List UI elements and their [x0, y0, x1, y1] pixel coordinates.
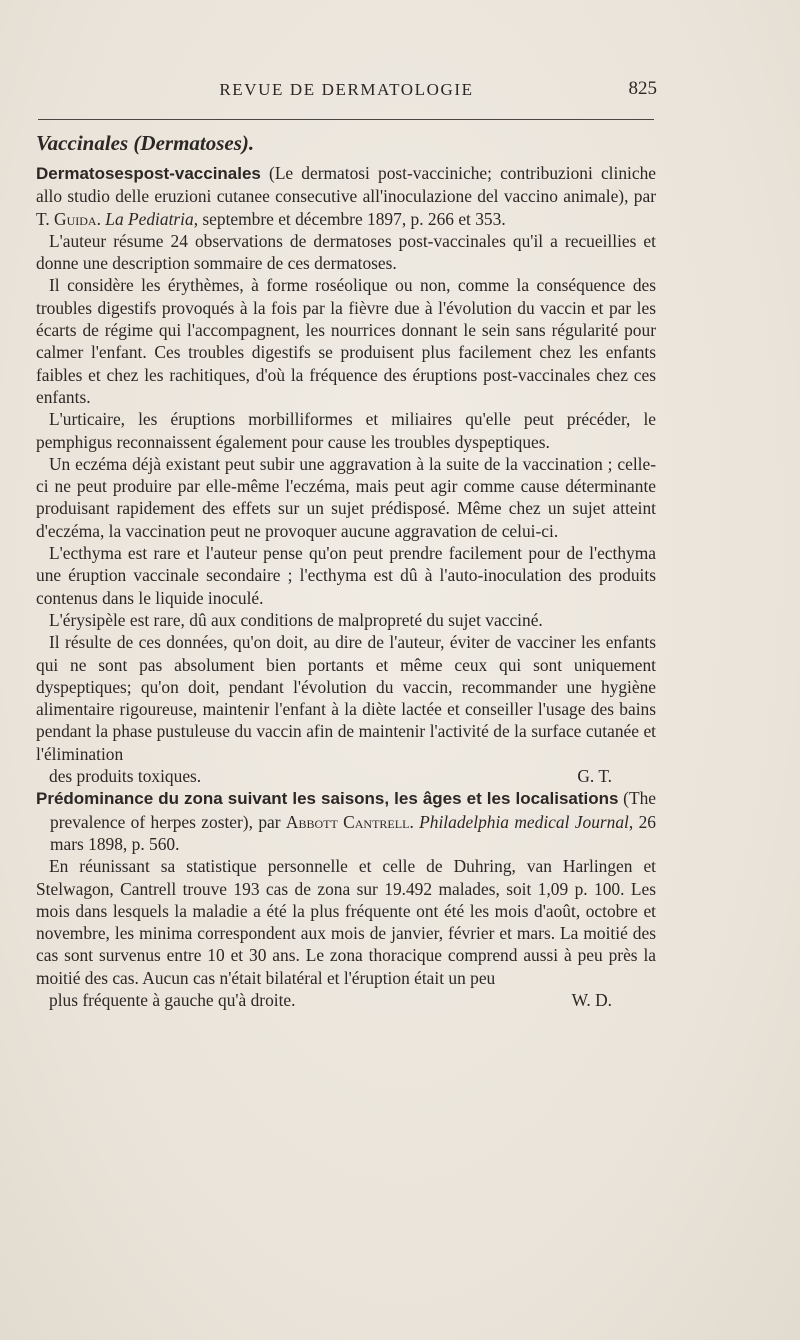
article-2-ref-text-3: , 26 mars 1898, p. 560. — [50, 811, 656, 854]
article-2-closing-line — [36, 989, 656, 1011]
article-2-signature: W. D. — [571, 989, 612, 1010]
article-1-paragraph-4: Un eczéma déjà existant peut subir une aggravation à la suite de la vaccination ; celle-ci ne peut produire par elle-même l'eczéma, mais peut agir comme cause déterminante produisant rapidement des effets sur un sujet prédisposé. Même chez un sujet atteint d'eczéma, la vaccination peut ne provoquer aucune aggravation de celui-ci. — [36, 453, 656, 541]
header-rule — [38, 119, 654, 120]
article-1-ref-text-3: , septembre et décembre 1897, p. 266 et 353. — [193, 208, 506, 229]
article-2-ref-text-2: . — [409, 811, 420, 832]
section-heading: Vaccinales (Dermatoses). — [36, 131, 255, 155]
article-1-closing-line — [36, 765, 656, 787]
page-header — [38, 80, 655, 110]
article-1-paragraph-1: L'auteur résume 24 observations de dermatoses post-vaccinales qu'il a recueillies et donne une description sommaire de ces dermatoses. — [36, 230, 656, 274]
article-1-ref-text-2: . — [96, 208, 106, 229]
article-1-title: Dermatosespost-vaccinales — [36, 164, 261, 183]
article-2-ref-text-1: (The prevalence of herpes zoster), par — [50, 788, 656, 832]
running-title: REVUE DE DERMATOLOGIE — [219, 80, 474, 99]
article-1-paragraph-6: L'érysipèle est rare, dû aux conditions de malpropreté du sujet vacciné. — [49, 609, 543, 630]
article-1-signature: G. T. — [577, 766, 612, 787]
article-1-paragraph-3: L'urticaire, les éruptions morbilliformes et miliaires qu'elle peut précéder, le pemphigus reconnaissent également pour cause les troubles dyspeptiques. — [36, 409, 656, 452]
article-2-paragraph-1-end: plus fréquente à gauche qu'à droite. — [49, 989, 296, 1010]
article-1-ref-text-1: (Le dermatosi post-vacciniche; contribuzioni cliniche allo studio delle eruzioni cutanee consecutive all'inoculazione del vaccino animale), par T. — [36, 163, 656, 229]
article-2-reference — [36, 787, 656, 855]
article-1-author: Guida — [54, 208, 97, 229]
article-2-journal: Philadelphia medical Journal — [419, 811, 629, 832]
article-1-paragraph-5: L'ecthyma est rare et l'auteur pense qu'on peut prendre facilement pour de l'ecthyma une éruption vaccinale secondaire ; l'ecthyma est dû à l'auto-inoculation des produits contenus dans le liquide inoculé. — [36, 543, 656, 608]
article-1-journal: La Pediatria — [105, 208, 194, 229]
page-body — [36, 130, 656, 1011]
article-2-title: Prédominance du zona suivant les saisons, les âges et les localisations — [36, 789, 619, 809]
article-2-paragraph-1: En réunissant sa statistique personnelle et celle de Duhring, van Harlingen et Stelwagon, Cantrell trouve 193 cas de zona sur 19.492 malades, soit 1,09 p. 100. Les mois dans lesquels la maladie a été la plus fréquente ont été les mois d'août, octobre et novembre, les minima correspondent aux mois de janvier, février et mars. La moitié des cas sont survenus entre 10 et 30 ans. Le zona thoracique comprend aussi à peu près la moitié des cas. Aucun cas n'était bilatéral et l'éruption était un peu — [36, 856, 656, 988]
article-2-author: Abbott Cantrell — [285, 811, 410, 832]
page-number: 825 — [628, 78, 657, 99]
article-1-paragraph-7-end: des produits toxiques. — [49, 766, 202, 787]
article-1-reference — [36, 162, 656, 230]
article-1-paragraph-7: Il résulte de ces données, qu'on doit, au dire de l'auteur, éviter de vacciner les enfants qui ne sont pas absolument bien portants et même ceux qui sont uniquement dyspeptiques; qu'on doit, pendant l'évolution du vaccin, recommander une hygiène alimentaire rigoureuse, maintenir l'enfant à la diète lactée et conseiller l'usage des bains pendant la phase pustuleuse du vaccin afin de maintenir l'activité de la surface cutanée et l'élimination — [36, 632, 656, 764]
article-1-paragraph-2: Il considère les érythèmes, à forme roséolique ou non, comme la conséquence des troubles digestifs provoqués à la fois par la fièvre due à l'évolution du vaccin et par les écarts de régime qui l'accompagnent, les nourrices donnant le sein sans régularité pour calmer l'enfant. Ces troubles digestifs se produisent plus facilement chez les enfants faibles et chez les rachitiques, d'où la fréquence des éruptions post-vaccinales chez ces enfants. — [36, 275, 656, 407]
